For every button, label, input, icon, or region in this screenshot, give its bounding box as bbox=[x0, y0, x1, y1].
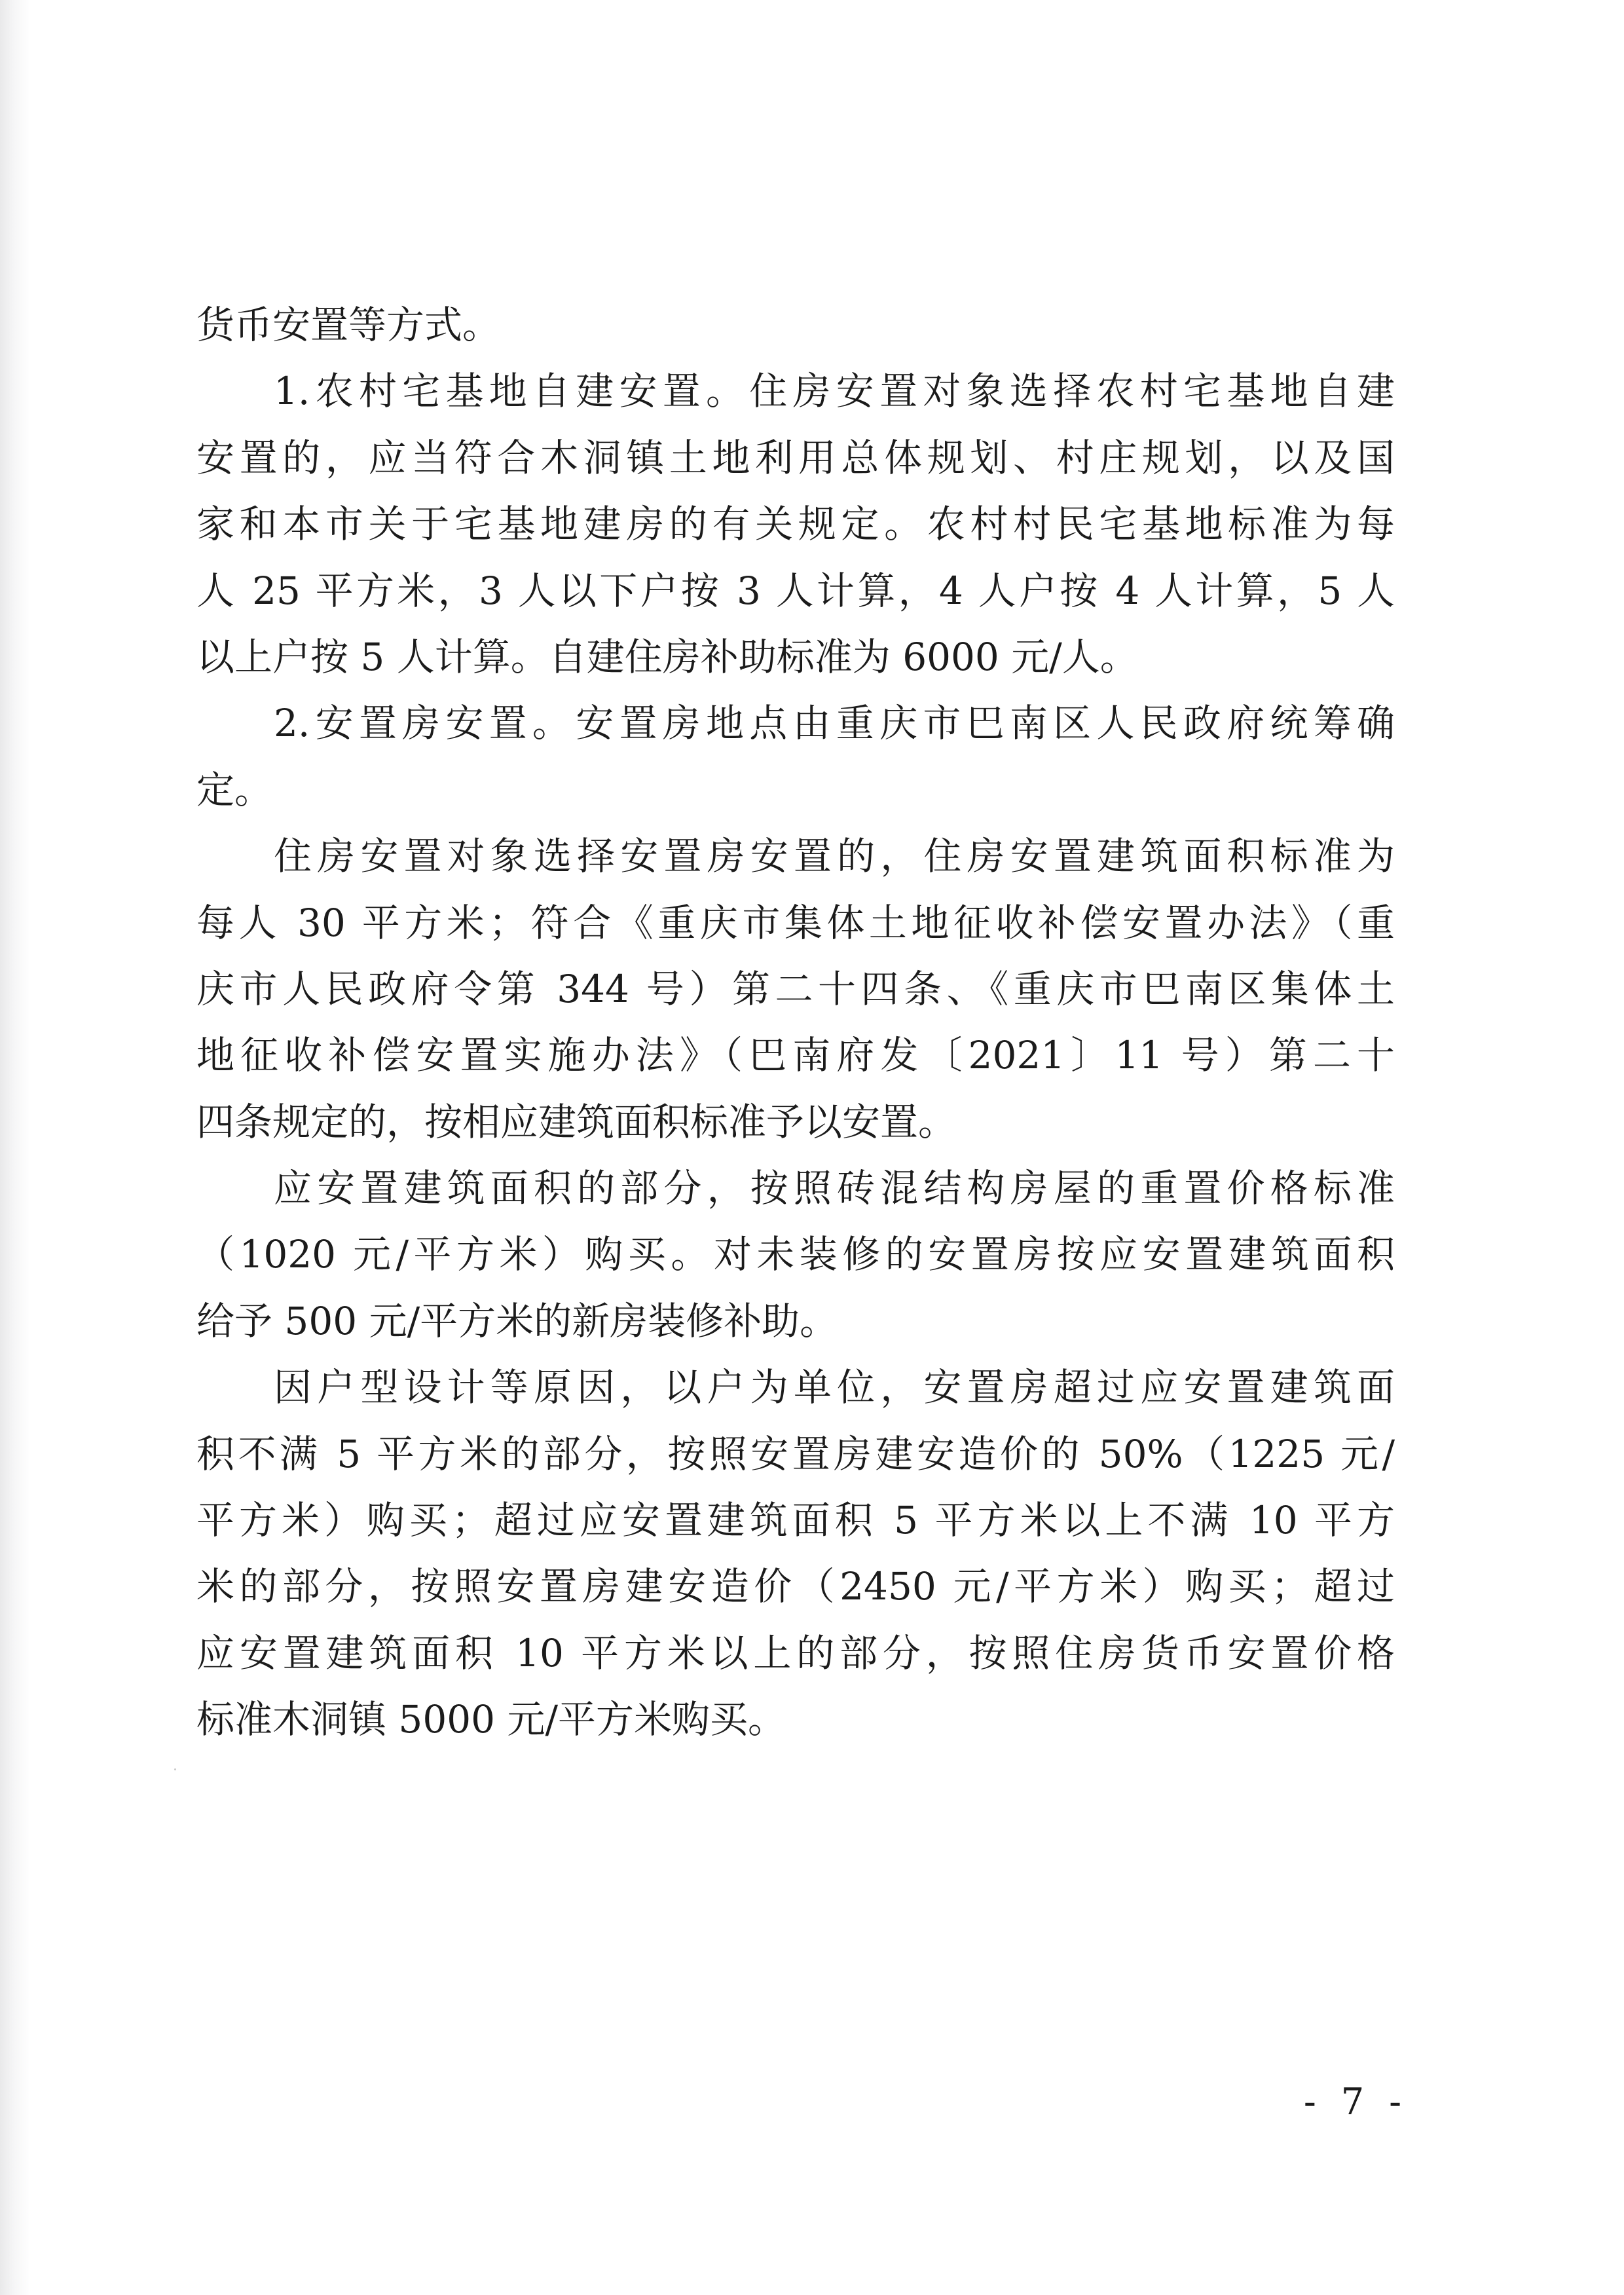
text-line: 因户型设计等原因，以户为单位，安置房超过应安置建筑面 bbox=[274, 1365, 1395, 1410]
text-line: 平方米）购买；超过应安置建筑面积 5 平方米以上不满 10 平方 bbox=[196, 1498, 1395, 1543]
text-line: 标准木洞镇 5000 元/平方米购买。 bbox=[196, 1697, 786, 1742]
text-line: 四条规定的，按相应建筑面积标准予以安置。 bbox=[196, 1099, 957, 1144]
text-line: 安置的，应当符合木洞镇土地利用总体规划、村庄规划，以及国 bbox=[196, 435, 1395, 480]
text-line: 住房安置对象选择安置房安置的，住房安置建筑面积标准为 bbox=[274, 834, 1395, 879]
paragraph bbox=[196, 690, 1395, 823]
text-line: 家和本市关于宅基地建房的有关规定。农村村民宅基地标准为每 bbox=[196, 502, 1395, 547]
text-line: 人 25 平方米，3 人以下户按 3 人计算，4 人户按 4 人计算，5 人 bbox=[196, 568, 1395, 613]
paragraph bbox=[196, 358, 1395, 690]
text-line: 庆市人民政府令第 344 号）第二十四条、《重庆市巴南区集体土 bbox=[196, 966, 1395, 1011]
paragraph bbox=[196, 1354, 1395, 1753]
paragraph bbox=[196, 823, 1395, 1155]
text-line: 货币安置等方式。 bbox=[196, 303, 501, 347]
text-line: 以上户按 5 人计算。自建住房补助标准为 6000 元/人。 bbox=[196, 634, 1138, 679]
text-line: 积不满 5 平方米的部分，按照安置房建安造价的 50%（1225 元/ bbox=[196, 1431, 1395, 1476]
text-line: 应安置建筑面积 10 平方米以上的部分，按照住房货币安置价格 bbox=[196, 1630, 1395, 1675]
text-line: （1020 元/平方米）购买。对未装修的安置房按应安置建筑面积 bbox=[196, 1232, 1395, 1277]
page-number: - 7 - bbox=[1303, 2081, 1408, 2123]
text-line: 每人 30 平方米；符合《重庆市集体土地征收补偿安置办法》（重 bbox=[196, 900, 1395, 945]
text-line: 1.农村宅基地自建安置。住房安置对象选择农村宅基地自建 bbox=[274, 369, 1395, 414]
paragraph bbox=[196, 292, 1395, 358]
paragraph bbox=[196, 1155, 1395, 1354]
text-line: 定。 bbox=[196, 767, 273, 812]
text-line: 2.安置房安置。安置房地点由重庆市巴南区人民政府统筹确 bbox=[274, 701, 1395, 746]
text-line: 地征收补偿安置实施办法》（巴南府发〔2021〕11 号）第二十 bbox=[196, 1033, 1395, 1078]
text-line: 给予 500 元/平方米的新房装修补助。 bbox=[196, 1298, 838, 1343]
scan-speck bbox=[174, 1768, 176, 1770]
document-body bbox=[196, 292, 1395, 1753]
text-line: 应安置建筑面积的部分，按照砖混结构房屋的重置价格标准 bbox=[274, 1166, 1395, 1211]
text-line: 米的部分，按照安置房建安造价（2450 元/平方米）购买；超过 bbox=[196, 1564, 1395, 1609]
